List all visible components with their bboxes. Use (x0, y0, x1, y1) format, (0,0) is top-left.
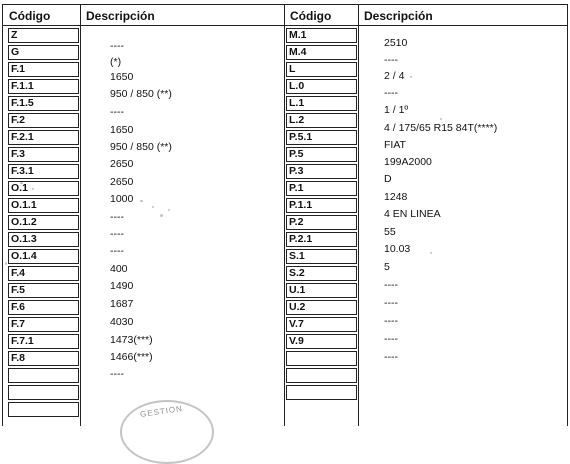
right-code-cell: V.9 (286, 334, 357, 349)
right-divider (358, 4, 359, 426)
left-code-header: Código (9, 9, 51, 23)
right-description-value: 2510 (384, 37, 408, 49)
left-code-cell: O.1.2 (8, 215, 79, 230)
right-code-cell: P.5 (286, 147, 357, 162)
left-description-value: ---- (110, 106, 124, 118)
right-description-value: ---- (384, 351, 398, 363)
left-description-value: (*) (110, 56, 122, 68)
right-description-value: ---- (384, 54, 398, 66)
scan-speck (140, 200, 143, 202)
right-description-value: 4 EN LINEA (384, 208, 441, 220)
left-code-cell: F.4 (8, 266, 79, 281)
right-code-cell: P.1.1 (286, 198, 357, 213)
right-code-cell: U.1 (286, 283, 357, 298)
right-description-value: ---- (384, 279, 398, 291)
right-description-value: 10.03 (384, 243, 411, 255)
scan-speck (5, 262, 7, 265)
right-description-value: ---- (384, 333, 398, 345)
right-code-cell (286, 351, 357, 366)
right-code-cell: S.1 (286, 249, 357, 264)
left-description-value: 950 / 850 (**) (110, 88, 172, 100)
right-description-value: 1248 (384, 191, 408, 203)
left-divider (80, 4, 81, 426)
right-code-header: Código (290, 9, 332, 23)
stamp-text: GESTION (139, 404, 184, 419)
right-code-cell: P.1 (286, 181, 357, 196)
right-description-value: ---- (384, 87, 398, 99)
left-description-value: ---- (110, 368, 124, 380)
right-description-value: ---- (384, 315, 398, 327)
right-description-value: D (384, 173, 392, 185)
left-code-cell (8, 402, 79, 417)
right-description-value: 5 (384, 261, 390, 273)
left-description-value: 1490 (110, 280, 134, 292)
left-description-value: 400 (110, 263, 128, 275)
left-description-value: 1466(***) (110, 351, 153, 363)
left-description-value: 1650 (110, 71, 134, 83)
left-code-cell (8, 385, 79, 400)
left-code-cell: F.7.1 (8, 334, 79, 349)
left-description-value: ---- (110, 245, 124, 257)
left-code-cell: O.1.3 (8, 232, 79, 247)
left-code-cell: O.1.1 (8, 198, 79, 213)
left-code-cell: F.7 (8, 317, 79, 332)
left-description-value: 4030 (110, 316, 134, 328)
right-code-cell (286, 385, 357, 400)
left-description-value: ---- (110, 228, 124, 240)
right-description-value: 2 / 4 (384, 70, 405, 82)
scan-speck (168, 209, 170, 211)
scan-speck (410, 76, 412, 78)
left-description-value: 2650 (110, 158, 134, 170)
scan-speck (32, 188, 34, 190)
right-code-cell: L.1 (286, 96, 357, 111)
left-code-cell: O.1.4 (8, 249, 79, 264)
right-code-cell: V.7 (286, 317, 357, 332)
left-code-cell (8, 368, 79, 383)
right-code-cell: U.2 (286, 300, 357, 315)
left-code-cell: F.1.1 (8, 79, 79, 94)
left-description-value: ---- (110, 211, 124, 223)
scan-speck (20, 182, 23, 184)
table-right-border (567, 4, 568, 426)
left-description-value: 1650 (110, 124, 134, 136)
left-code-cell: F.1.5 (8, 96, 79, 111)
right-description-value: 1 / 1º (384, 104, 409, 116)
left-description-value: 1687 (110, 298, 134, 310)
left-code-cell: Z (8, 28, 79, 43)
scan-speck (152, 206, 154, 208)
right-description-value: FIAT (384, 139, 406, 151)
right-code-cell: M.4 (286, 45, 357, 60)
right-description-value: 4 / 175/65 R15 84T(****) (384, 122, 498, 134)
left-description-value: 950 / 850 (**) (110, 141, 172, 153)
left-code-cell: F.5 (8, 283, 79, 298)
left-code-cell: F.3.1 (8, 164, 79, 179)
scan-speck (160, 214, 163, 217)
scan-speck (440, 118, 442, 120)
left-code-cell: F.6 (8, 300, 79, 315)
right-description-header: Descripción (364, 9, 433, 23)
right-code-cell: P.5.1 (286, 130, 357, 145)
right-code-cell: L.0 (286, 79, 357, 94)
right-code-cell: S.2 (286, 266, 357, 281)
center-divider (284, 4, 285, 426)
right-description-value: 55 (384, 226, 396, 238)
right-description-value: 199A2000 (384, 156, 432, 168)
right-code-cell: P.2 (286, 215, 357, 230)
left-description-value: 1473(***) (110, 334, 153, 346)
left-description-value: 1000 (110, 193, 134, 205)
left-description-value: ---- (110, 40, 124, 52)
right-code-cell: P.3 (286, 164, 357, 179)
left-description-header: Descripción (86, 9, 155, 23)
left-code-cell: F.2 (8, 113, 79, 128)
right-code-cell: P.2.1 (286, 232, 357, 247)
right-code-cell: L.2 (286, 113, 357, 128)
scan-speck (430, 252, 432, 254)
left-code-cell: F.3 (8, 147, 79, 162)
right-code-cell: M.1 (286, 28, 357, 43)
right-code-cell: L (286, 62, 357, 77)
left-code-cell: O.1 (8, 181, 79, 196)
left-code-cell: G (8, 45, 79, 60)
table-left-border (2, 4, 3, 426)
header-bottom-border (2, 25, 568, 26)
left-code-cell: F.8 (8, 351, 79, 366)
left-code-cell: F.2.1 (8, 130, 79, 145)
table-top-border (2, 4, 568, 5)
right-description-value: ---- (384, 297, 398, 309)
right-code-cell (286, 368, 357, 383)
left-description-value: 2650 (110, 176, 134, 188)
left-code-cell: F.1 (8, 62, 79, 77)
